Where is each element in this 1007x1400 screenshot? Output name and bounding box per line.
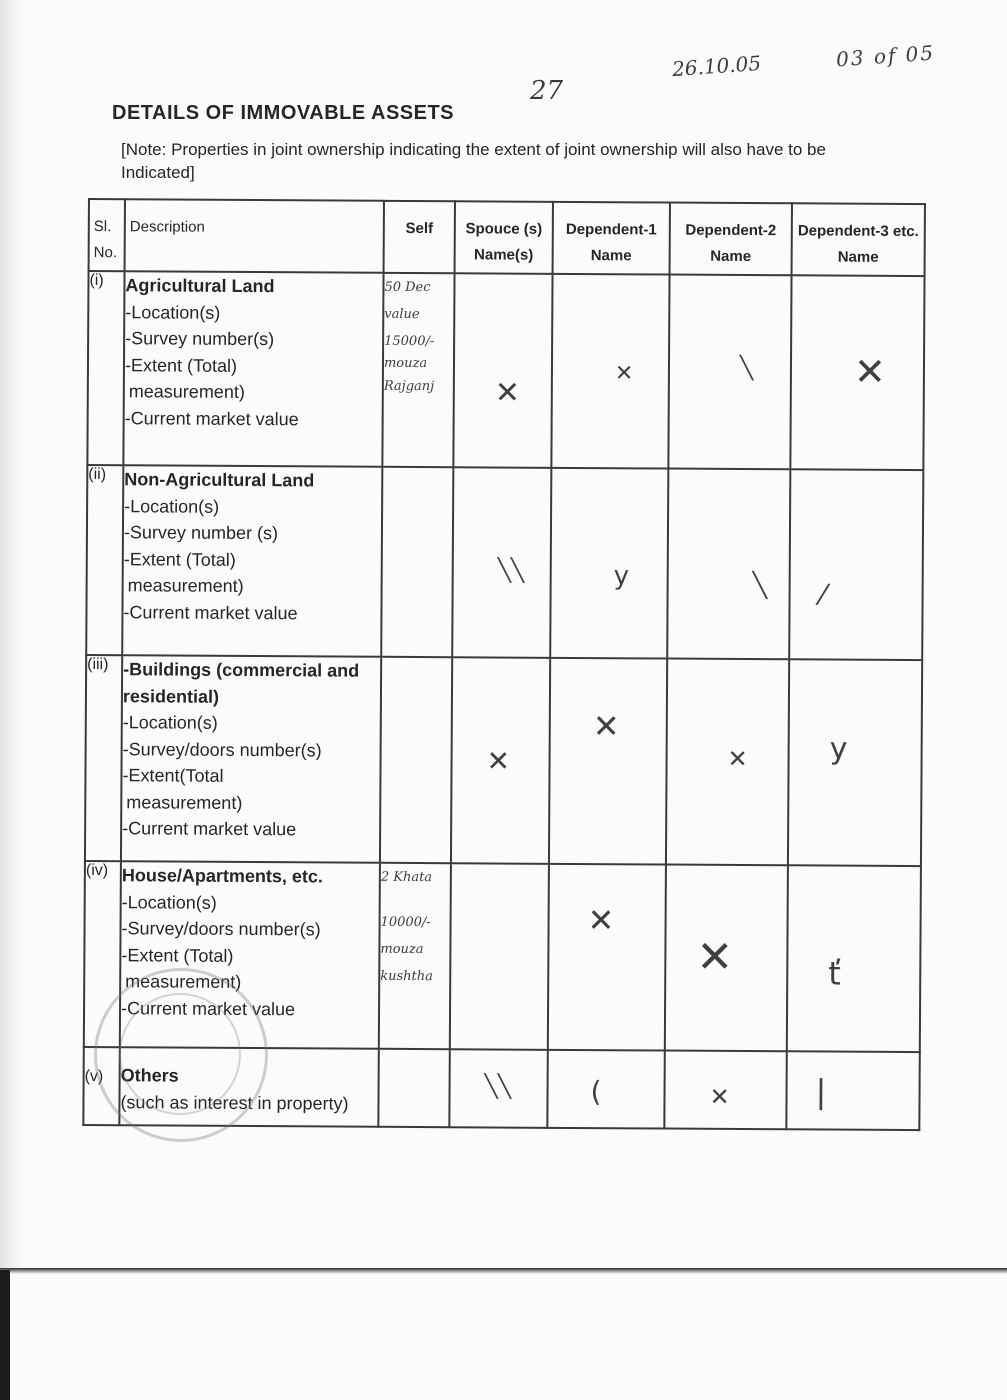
row-description (123, 271, 383, 467)
row-detail: -Current market value (122, 818, 297, 840)
dependent-1-cell (549, 658, 667, 865)
row-detail: (such as interest in property) (120, 1091, 349, 1114)
handwritten-self-entry: mouza (383, 355, 428, 372)
spouse-cell (449, 1049, 547, 1128)
cross-mark-icon: | (815, 1072, 827, 1111)
table-row (87, 271, 924, 470)
cross-mark-icon: ╲ (752, 571, 768, 600)
row-detail: -Location(s) (124, 495, 220, 517)
row-detail: measurement) (128, 381, 245, 402)
header-sl-no: Sl. No. (89, 199, 125, 271)
self-cell (382, 273, 454, 467)
row-sl-no: (v) (83, 1047, 119, 1125)
scan-edge (0, 1268, 1007, 1274)
dependent-3-cell (789, 469, 923, 660)
row-detail: -Current market value (123, 601, 298, 623)
row-description (122, 465, 382, 657)
cross-mark-icon: ✕ (587, 901, 615, 940)
row-detail: -Survey/doors number(s) (122, 738, 322, 760)
dependent-2-cell (668, 275, 791, 470)
dependent-2-cell (666, 659, 789, 866)
row-detail: measurement) (126, 791, 243, 813)
row-detail: -Extent(Total (122, 765, 224, 786)
row-detail: -Current market value (124, 407, 299, 429)
header-dependent-1: Dependent-1 Name (553, 202, 670, 275)
cross-mark-icon: ╲ (739, 355, 754, 382)
handwritten-self-entry: 15000/- (384, 333, 435, 350)
table-row (86, 465, 923, 660)
dependent-1-cell (548, 864, 666, 1051)
cross-mark-icon: ✕ (614, 361, 634, 387)
spouse-cell (450, 863, 549, 1050)
official-seal-stamp (94, 968, 268, 1142)
cross-mark-icon: ✕ (494, 375, 521, 411)
cross-mark-icon: ✕ (727, 744, 748, 774)
dependent-3-cell (788, 659, 922, 866)
document-title: DETAILS OF IMMOVABLE ASSETS (112, 102, 455, 124)
row-detail: -Survey number (s) (123, 522, 279, 544)
row-detail: -Extent (Total) (123, 548, 236, 570)
row-detail: measurement) (127, 575, 244, 596)
self-cell (381, 467, 453, 657)
spouse-cell (452, 467, 551, 658)
dependent-2-cell (665, 865, 788, 1052)
row-heading: Non-Agricultural Land (124, 469, 315, 491)
handwritten-self-entry: kushtha (380, 968, 433, 985)
cross-mark-icon: ✕ (696, 931, 734, 983)
handwritten-self-entry: Rajganj (383, 378, 435, 395)
handwritten-self-entry: value (384, 306, 420, 323)
self-cell (378, 1049, 449, 1127)
row-detail: -Current market value (120, 997, 296, 1019)
cross-mark-icon: y (613, 561, 630, 592)
cross-mark-icon: ╲╲ (497, 558, 525, 584)
header-spouse: Spouce (s) Name(s) (455, 201, 553, 274)
spouse-cell (451, 657, 550, 864)
row-detail: -Location(s) (122, 712, 218, 733)
cross-mark-icon: ╲╲ (484, 1074, 512, 1100)
handwritten-self-entry: 10000/- (380, 914, 431, 931)
dependent-2-cell (667, 469, 790, 660)
cross-mark-icon: ⁄ (820, 578, 826, 612)
header-dependent-2: Dependent-2 Name (670, 203, 792, 276)
row-sl-no: (iv) (84, 861, 121, 1047)
scan-shadow (0, 0, 22, 1270)
row-detail: -Survey/doors number(s) (121, 918, 321, 940)
table-row (85, 655, 922, 866)
row-detail: measurement) (125, 971, 242, 992)
row-sl-no: (iii) (85, 655, 122, 861)
cross-mark-icon: ✕ (486, 744, 511, 778)
handwritten-page-ref: 03 of 05 (835, 40, 936, 72)
dependent-2-cell (664, 1051, 786, 1130)
header-dependent-3: Dependent-3 etc. Name (792, 203, 925, 276)
dependent-3-cell (786, 1051, 919, 1130)
scan-edge-dark (0, 1270, 10, 1400)
handwritten-self-entry: 2 Khata (380, 869, 433, 886)
cross-mark-icon: ✕ (853, 349, 886, 394)
handwritten-self-entry: mouza (380, 941, 424, 958)
dependent-3-cell (790, 275, 924, 470)
dependent-1-cell (547, 1050, 664, 1129)
row-heading: House/Apartments, etc. (121, 865, 323, 887)
table-header-row (89, 199, 925, 276)
dependent-1-cell (550, 468, 668, 659)
row-heading: Others (120, 1065, 179, 1086)
row-sl-no: (ii) (86, 465, 123, 655)
dependent-3-cell (787, 865, 921, 1052)
cross-mark-icon: ✕ (709, 1082, 730, 1111)
row-detail: -Location(s) (125, 301, 221, 323)
dependent-1-cell (551, 274, 669, 469)
document-note: [Note: Properties in joint ownership indicating the extent of joint ownership will also have to be Indicated] (121, 140, 826, 182)
header-self: Self (384, 201, 455, 273)
spouse-cell (453, 273, 552, 468)
row-heading: -Buildings (commercial and residential) (122, 659, 360, 707)
cross-mark-icon: ( (590, 1075, 602, 1109)
row-description (121, 655, 381, 863)
row-heading: Agricultural Land (125, 275, 275, 297)
header-description: Description (125, 199, 384, 273)
self-cell (380, 657, 452, 863)
self-cell (379, 863, 451, 1049)
row-sl-no: (i) (87, 271, 124, 465)
handwritten-date: 26.10.05 (671, 50, 762, 82)
row-detail: -Location(s) (121, 891, 217, 913)
handwritten-self-entry: 50 Dec (384, 279, 431, 296)
row-detail: -Survey number(s) (125, 328, 275, 350)
cross-mark-icon: ✕ (592, 707, 620, 746)
row-detail: -Extent (Total) (124, 354, 238, 376)
row-detail: -Extent (Total) (121, 944, 234, 966)
cross-mark-icon: ť (828, 954, 841, 993)
handwritten-page-number: 27 (530, 76, 564, 106)
cross-mark-icon: y (829, 731, 848, 767)
